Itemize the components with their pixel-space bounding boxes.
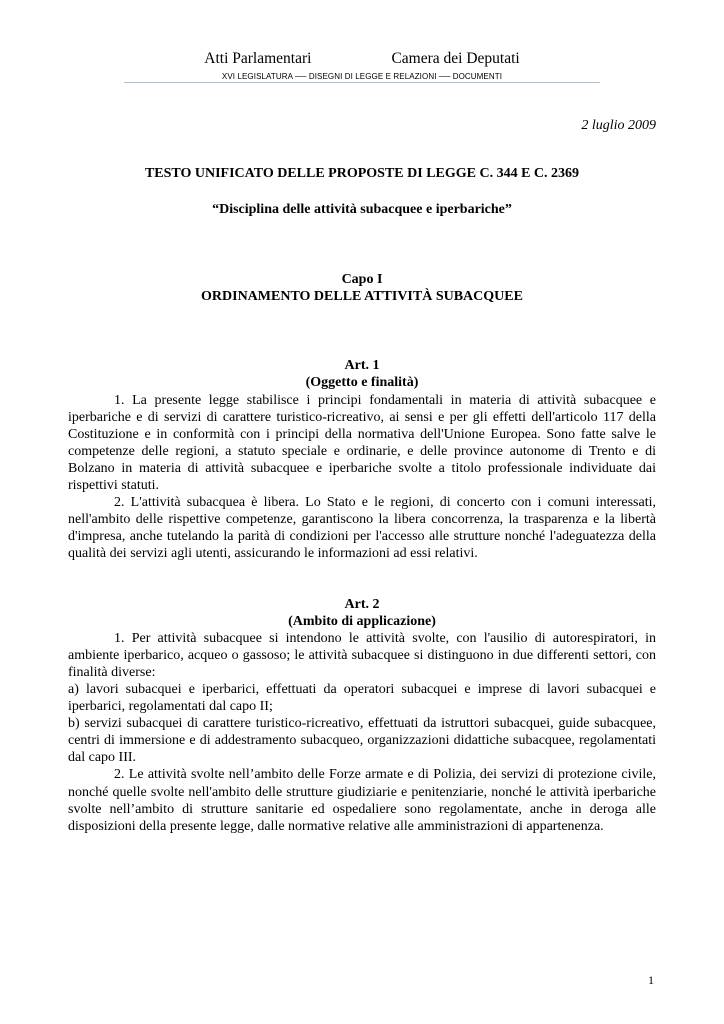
- header-left-title: Atti Parlamentari: [204, 50, 312, 67]
- article-1: [68, 357, 656, 562]
- page-number: 1: [648, 973, 654, 987]
- article-list-item: a) lavori subacquei e iperbarici, effettuati da operatori subacquei e imprese di lavori subacquei e iperbarici, regolamentati dal capo II;: [68, 681, 656, 715]
- document-body: [68, 165, 656, 835]
- page-header: [120, 50, 604, 81]
- header-title-line: [120, 50, 604, 68]
- article-heading: (Ambito di applicazione): [288, 613, 436, 629]
- article-number: Art. 1: [344, 358, 380, 374]
- document-title: TESTO UNIFICATO DELLE PROPOSTE DI LEGGE C. 344 E C. 2369: [144, 166, 580, 181]
- chapter-title: ORDINAMENTO DELLE ATTIVITÀ SUBACQUEE: [201, 289, 523, 305]
- chapter-heading: [68, 271, 656, 305]
- header-rule: [124, 82, 600, 83]
- chapter-label: Capo I: [341, 272, 383, 288]
- article-2: [68, 596, 656, 835]
- header-subline: XVI LEGISLATURA ── DISEGNI DI LEGGE E RELAZIONI ── DOCUMENTI: [221, 72, 503, 81]
- article-paragraph: 1. Per attività subacquee si intendono le attività svolte, con l'ausilio di autorespiratori, in ambiente iperbarico, acqueo o gassoso; le attività subacquee si distinguono in due differenti settori, con finalità diverse:: [68, 630, 656, 680]
- article-paragraph: 2. L'attività subacquea è libera. Lo Stato e le regioni, di concerto con i comuni interessati, nell'ambito delle rispettive competenze, garantiscono la libera concorrenza, la trasparenza e la libertà d'impresa, anche tutelando la parità di condizioni per l'accesso alle strutture nonché l'adeguatezza della qualità dei servizi agli utenti, assicurando le informazioni ad essi relativi.: [68, 495, 656, 562]
- document-date: 2 luglio 2009: [581, 118, 656, 133]
- header-right-title: Camera dei Deputati: [391, 50, 520, 67]
- article-heading: (Oggetto e finalità): [305, 375, 419, 391]
- article-paragraph: 1. La presente legge stabilisce i principi fondamentali in materia di attività subacquee e iperbariche e di servizi di carattere turistico-ricreativo, ai sensi e per gli effetti dell'articolo 117 della Costituzione e in conformità con i principi della normativa dell'Unione Europea. Sono fatte salve le competenze delle regioni, a statuto speciale e ordinarie, e delle province autonome di Trento e di Bolzano in materia di attività subacquee e iperbariche svolte a titolo professionale individuate dai rispettivi statuti.: [68, 392, 656, 494]
- article-paragraph: 2. Le attività svolte nell’ambito delle Forze armate e di Polizia, dei servizi di protezione civile, nonché quelle svolte nell'ambito delle strutture giudiziarie e penitenziarie, nonché le attività iperbariche svolte nell’ambito di strutture sanitarie ed ospedaliere sono regolamentate, anche in deroga alle disposizioni della presente legge, dalle normative relative alle amministrazioni di appartenenza.: [68, 767, 656, 834]
- article-number: Art. 2: [344, 596, 380, 612]
- article-list-item: b) servizi subacquei di carattere turistico-ricreativo, effettuati da istruttori subacquei, guide subacquee, centri di immersione e di addestramento subacqueo, organizzazioni didattiche subacquee, regolamentati dal capo III.: [68, 716, 656, 766]
- document-subtitle: “Disciplina delle attività subacquee e iperbariche”: [212, 202, 512, 218]
